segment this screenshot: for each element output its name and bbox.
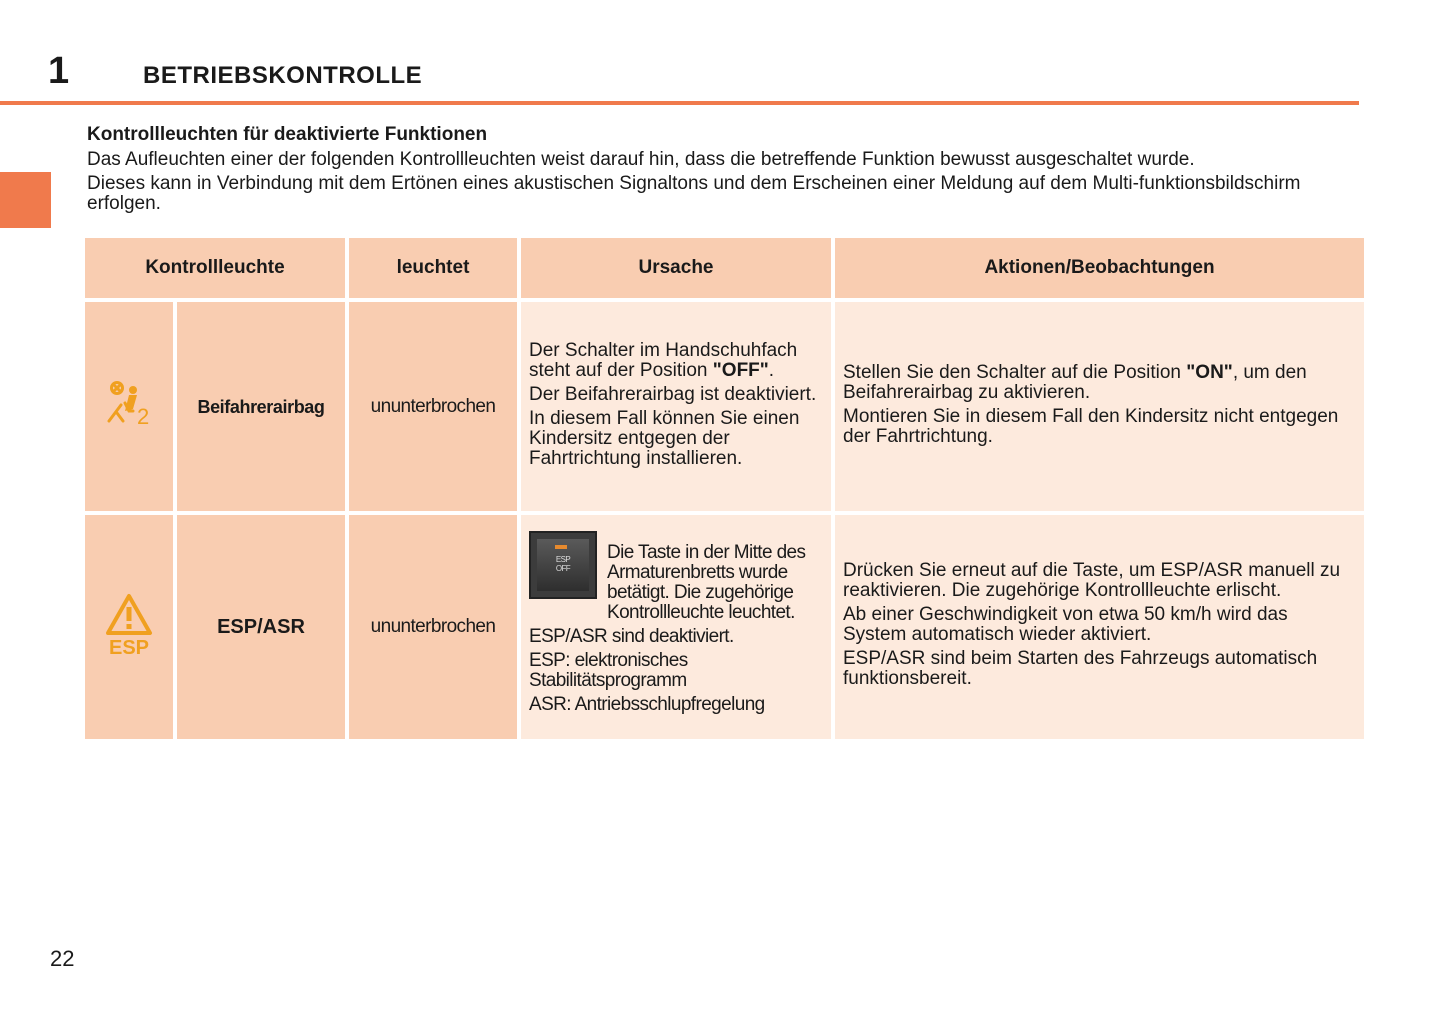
cause-text: . xyxy=(768,359,775,381)
table-row xyxy=(85,515,1364,739)
cause-paragraph: Die Taste in der Mitte des Armaturenbretts wurde betätigt. Die zugehörige Kontrollleuchte leuchtet. xyxy=(607,542,806,623)
cause-paragraph: In diesem Fall können Sie einen Kindersitz entgegen der Fahrtrichtung installieren. xyxy=(529,407,800,469)
cause-paragraph: Der Beifahrerairbag ist deaktiviert. xyxy=(529,383,817,405)
lamp-icon-cell xyxy=(85,515,173,739)
esp-button-label: ESP xyxy=(555,555,571,564)
lamp-name: Beifahrerairbag xyxy=(177,302,345,511)
lamp-icon-cell xyxy=(85,302,173,511)
lamp-lit-state: ununterbrochen xyxy=(349,302,517,511)
lamp-cause xyxy=(521,302,831,511)
action-paragraph xyxy=(843,363,1356,403)
esp-warning-icon xyxy=(105,593,153,657)
action-paragraph: Ab einer Geschwindigkeit von etwa 50 km/h wird das System automatisch wieder aktiviert. xyxy=(843,604,1288,645)
lamp-name: ESP/ASR xyxy=(177,515,345,739)
section-heading: Kontrollleuchten für deaktivierte Funktionen xyxy=(87,124,488,145)
intro-paragraph: Das Aufleuchten einer der folgenden Kontrollleuchten weist darauf hin, dass die betreffende Funktion bewusst ausgeschaltet wurde. xyxy=(87,149,1195,170)
cause-paragraph: ESP: elektronisches Stabilitätsprogramm xyxy=(529,650,688,691)
esp-button-label: OFF xyxy=(555,564,571,573)
action-keyword: "ON" xyxy=(1186,361,1233,383)
cause-paragraph: ESP/ASR sind deaktiviert. xyxy=(529,626,734,647)
esp-icon-text: ESP xyxy=(108,636,150,657)
esp-button-block xyxy=(529,531,823,623)
cause-paragraph: ASR: Antriebsschlupfregelung xyxy=(529,694,765,715)
lamp-actions xyxy=(835,515,1364,739)
action-paragraph: Montieren Sie in diesem Fall den Kindersitz nicht entgegen der Fahrtrichtung. xyxy=(843,405,1339,447)
esp-button-led xyxy=(555,545,567,549)
intro-paragraph: Dieses kann in Verbindung mit dem Ertönen eines akustischen Signaltons und dem Erscheinen einer Meldung auf dem Multi-funktionsbildschirm erfolgen. xyxy=(87,173,1301,214)
header-cause: Ursache xyxy=(521,238,831,298)
section-intro xyxy=(87,150,1362,218)
warning-lamps-table xyxy=(81,234,1368,743)
cause-keyword: "OFF" xyxy=(712,359,769,381)
action-text: , um den Beifahrerairbag zu aktivieren. xyxy=(843,361,1307,403)
action-paragraph: Drücken Sie erneut auf die Taste, um ESP/ASR manuell zu reaktivieren. Die zugehörige Kontrollleuchte erlischt. xyxy=(843,560,1341,601)
lamp-lit-state: ununterbrochen xyxy=(349,515,517,739)
action-text: Stellen Sie den Schalter auf die Position xyxy=(843,361,1187,383)
cause-text: Der Schalter im Handschuhfach steht auf der Position xyxy=(529,339,798,381)
table-row xyxy=(85,302,1364,511)
chapter-side-tab xyxy=(0,172,51,228)
action-paragraph: ESP/ASR sind beim Starten des Fahrzeugs automatisch funktionsbereit. xyxy=(843,648,1318,689)
svg-text:2: 2 xyxy=(137,404,150,427)
header-rule xyxy=(0,101,1359,105)
lamp-cause xyxy=(521,515,831,739)
cause-paragraph xyxy=(529,341,823,381)
header-lit: leuchtet xyxy=(349,238,517,298)
chapter-number: 1 xyxy=(48,50,70,92)
passenger-airbag-off-icon xyxy=(103,381,155,427)
lamp-actions xyxy=(835,302,1364,511)
page-number: 22 xyxy=(50,946,75,971)
esp-off-button-image xyxy=(529,531,597,599)
chapter-title: BETRIEBSKONTROLLE xyxy=(143,62,423,89)
header-lamp: Kontrollleuchte xyxy=(85,238,345,298)
header-actions: Aktionen/Beobachtungen xyxy=(835,238,1364,298)
